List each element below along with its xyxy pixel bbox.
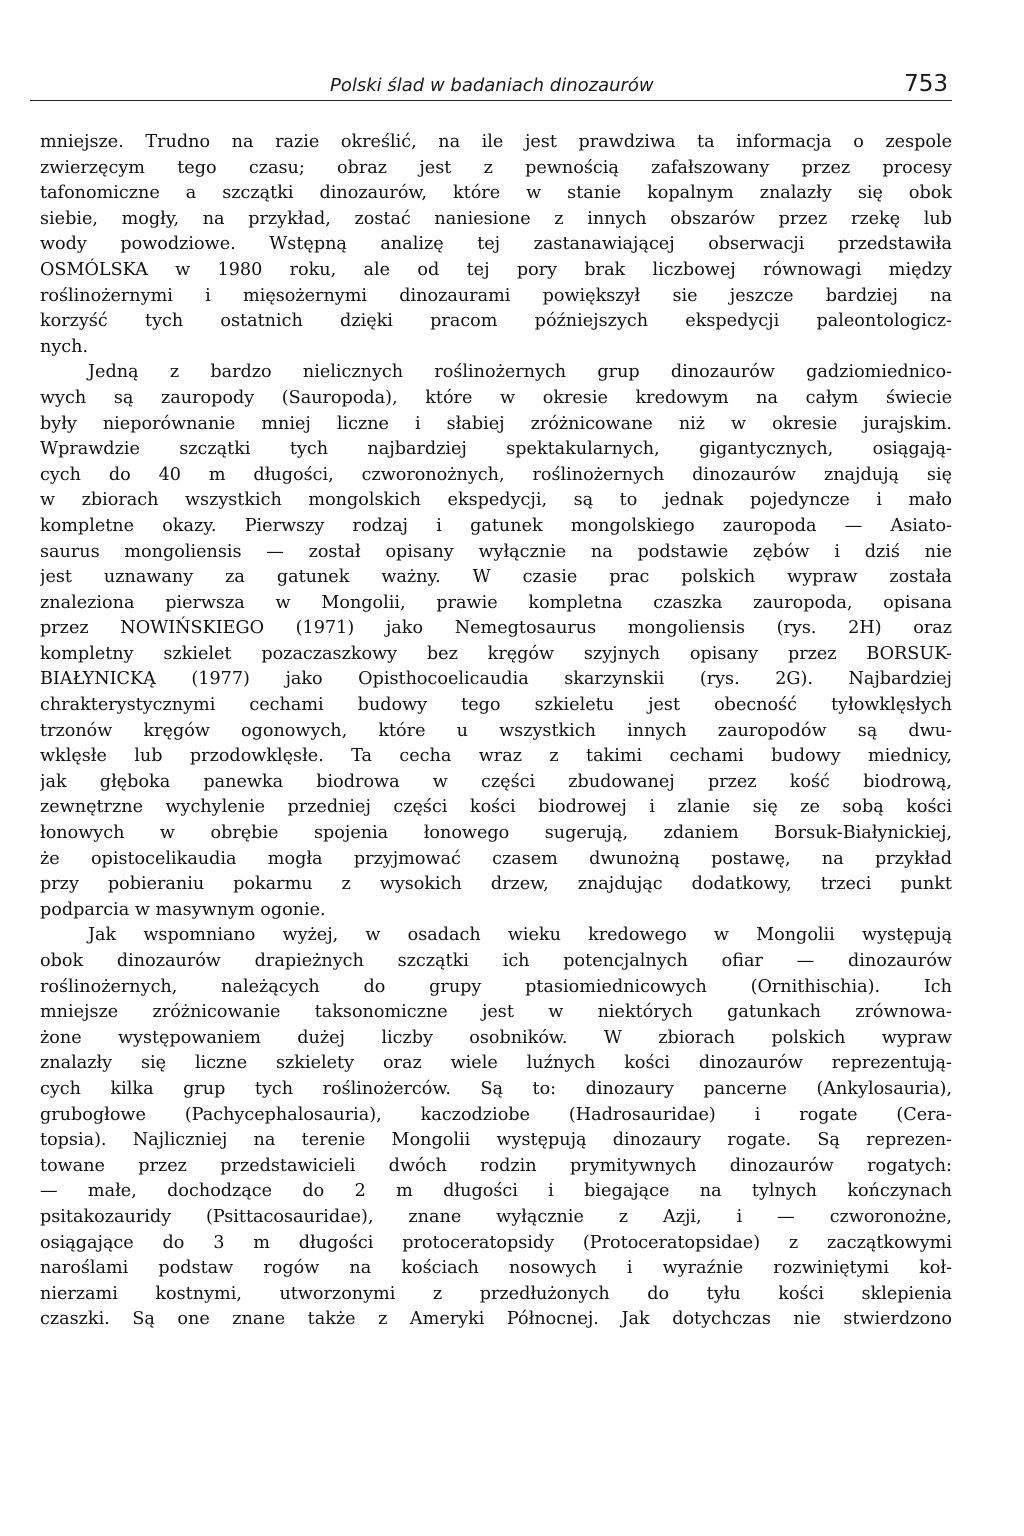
text-line: — małe, dochodzące do 2 m długości i biegające na tylnych kończynach [40, 1181, 952, 1202]
text-line: topsia). Najliczniej na terenie Mongolii występują dinozaury rogate. Są reprezen- [40, 1130, 952, 1151]
text-line: siebie, mogły, na przykład, zostać naniesione z innych obszarów przez rzekę lub [40, 208, 952, 229]
text-line: Jedną z bardzo nielicznych roślinożernych grup dinozaurów gadziomiednico- [88, 362, 952, 383]
text-line: wklęsłe lub przodowklęsłe. Ta cecha wraz z takimi cechami budowy miednicy, [40, 746, 952, 767]
text-line: nych. [40, 336, 89, 357]
text-line: korzyść tych ostatnich dzięki pracom późniejszych ekspedycji paleontologicz- [40, 311, 952, 332]
text-line: że opistocelikaudia mogła przyjmować czasem dwunożną postawę, na przykład [40, 848, 952, 869]
text-line: znaleziona pierwsza w Mongolii, prawie kompletna czaszka zauropoda, opisana [40, 592, 952, 613]
text-line: naroślami podstaw rogów na kościach nosowych i wyraźnie rozwiniętymi koł- [40, 1258, 952, 1279]
text-line: roślinożernymi i mięsożernymi dinozaurami powiększył sie jeszcze bardziej na [40, 285, 952, 306]
text-line: znalazły się liczne szkielety oraz wiele luźnych kości dinozaurów reprezentują- [40, 1053, 952, 1074]
text-line: obok dinozaurów drapieżnych szczątki ich potencjalnych ofiar — dinozaurów [40, 951, 952, 971]
text-line: psitakozauridy (Psittacosauridae), znane wyłącznie z Azji, i — czworonożne, [40, 1206, 952, 1227]
text-line: chrakterystycznymi cechami budowy tego szkieletu jest obecność tyłowklęsłych [40, 695, 952, 716]
text-line: BIAŁYNICKĄ (1977) jako Opisthocoelicaudia skarzynskii (rys. 2G). Najbardziej [40, 669, 952, 690]
running-header [30, 72, 952, 101]
text-line: mniejsze. Trudno na razie określić, na ile jest prawdziwa ta informacja o zespole [40, 132, 952, 152]
text-line: podparcia w masywnym ogonie. [40, 899, 326, 920]
text-line: jest uznawany za gatunek ważny. W czasie prac polskich wypraw została [40, 567, 952, 588]
text-line: wych są zauropody (Sauropoda), które w okresie kredowym na całym świecie [40, 387, 952, 408]
text-line: łonowych w obrębie spojenia łonowego sugerują, zdaniem Borsuk-Białynickiej, [40, 823, 952, 844]
text-line: tafonomiczne a szczątki dinozaurów, które w stanie kopalnym znalazły się obok [40, 183, 952, 204]
text-line: OSMÓLSKA w 1980 roku, ale od tej pory brak liczbowej równowagi między [40, 259, 952, 280]
body-text [40, 130, 952, 1333]
text-line: w zbiorach wszystkich mongolskich ekspedycji, są to jednak pojedyncze i mało [40, 490, 952, 511]
text-line: trzonów kręgów ogonowych, które u wszystkich innych zauropodów są dwu- [40, 720, 952, 741]
text-line: wody powodziowe. Wstępną analizę tej zastanawiającej obserwacji przedstawiła [40, 234, 952, 255]
text-line: były nieporównanie mniej liczne i słabiej zróżnicowane niż w okresie jurajskim. [40, 413, 952, 434]
text-line: żone występowaniem dużej liczby osobników. W zbiorach polskich wypraw [40, 1027, 952, 1048]
text-line: kompletne okazy. Pierwszy rodzaj i gatunek mongolskiego zauropoda — Asiato- [40, 515, 952, 536]
text-line: przy pobieraniu pokarmu z wysokich drzew, znajdując dodatkowy, trzeci punkt [40, 874, 952, 895]
text-line: roślinożernych, należących do grupy ptasiomiednicowych (Ornithischia). Ich [40, 976, 952, 997]
text-line: cych do 40 m długości, czworonożnych, roślinożernych dinozaurów znajdują się [40, 464, 952, 485]
text-line: osiągające do 3 m długości protoceratopsidy (Protoceratopsidae) z zaczątkowymi [40, 1232, 952, 1253]
text-line: nierzami kostnymi, utworzonymi z przedłużonych do tyłu kości sklepienia [40, 1283, 952, 1304]
text-line: mniejsze zróżnicowanie taksonomiczne jest w niektórych gatunkach zrównowa- [40, 1002, 952, 1023]
text-line: Wprawdzie szczątki tych najbardziej spektakularnych, gigantycznych, osiągają- [40, 439, 952, 460]
text-line: cych kilka grup tych roślinożerców. Są to: dinozaury pancerne (Ankylosauria), [40, 1078, 952, 1099]
text-line: saurus mongoliensis — został opisany wyłącznie na podstawie zębów i dziś nie [40, 541, 952, 562]
text-line: towane przez przedstawicieli dwóch rodzin prymitywnych dinozaurów rogatych: [40, 1155, 952, 1176]
text-line: grubogłowe (Pachycephalosauria), kaczodziobe (Hadrosauridae) i rogate (Cera- [40, 1104, 952, 1125]
text-line: zwierzęcym tego czasu; obraz jest z pewnością zafałszowany przez procesy [40, 157, 952, 178]
text-line: Jak wspomniano wyżej, w osadach wieku kredowego w Mongolii występują [88, 925, 952, 946]
text-line: czaszki. Są one znane także z Ameryki Północnej. Jak dotychczas nie stwierdzono [40, 1309, 952, 1330]
running-title: Polski ślad w badaniach dinozaurów [330, 75, 654, 96]
text-line: jak głęboka panewka biodrowa w części zbudowanej przez kość biodrową, [40, 771, 952, 792]
text-line: zewnętrzne wychylenie przedniej części kości biodrowej i zlanie się ze sobą kości [40, 797, 952, 818]
page-number: 753 [904, 71, 948, 97]
text-line: przez NOWIŃSKIEGO (1971) jako Nemegtosaurus mongoliensis (rys. 2H) oraz [40, 618, 952, 639]
text-line: kompletny szkielet pozaczaszkowy bez kręgów szyjnych opisany przez BORSUK- [40, 643, 952, 664]
